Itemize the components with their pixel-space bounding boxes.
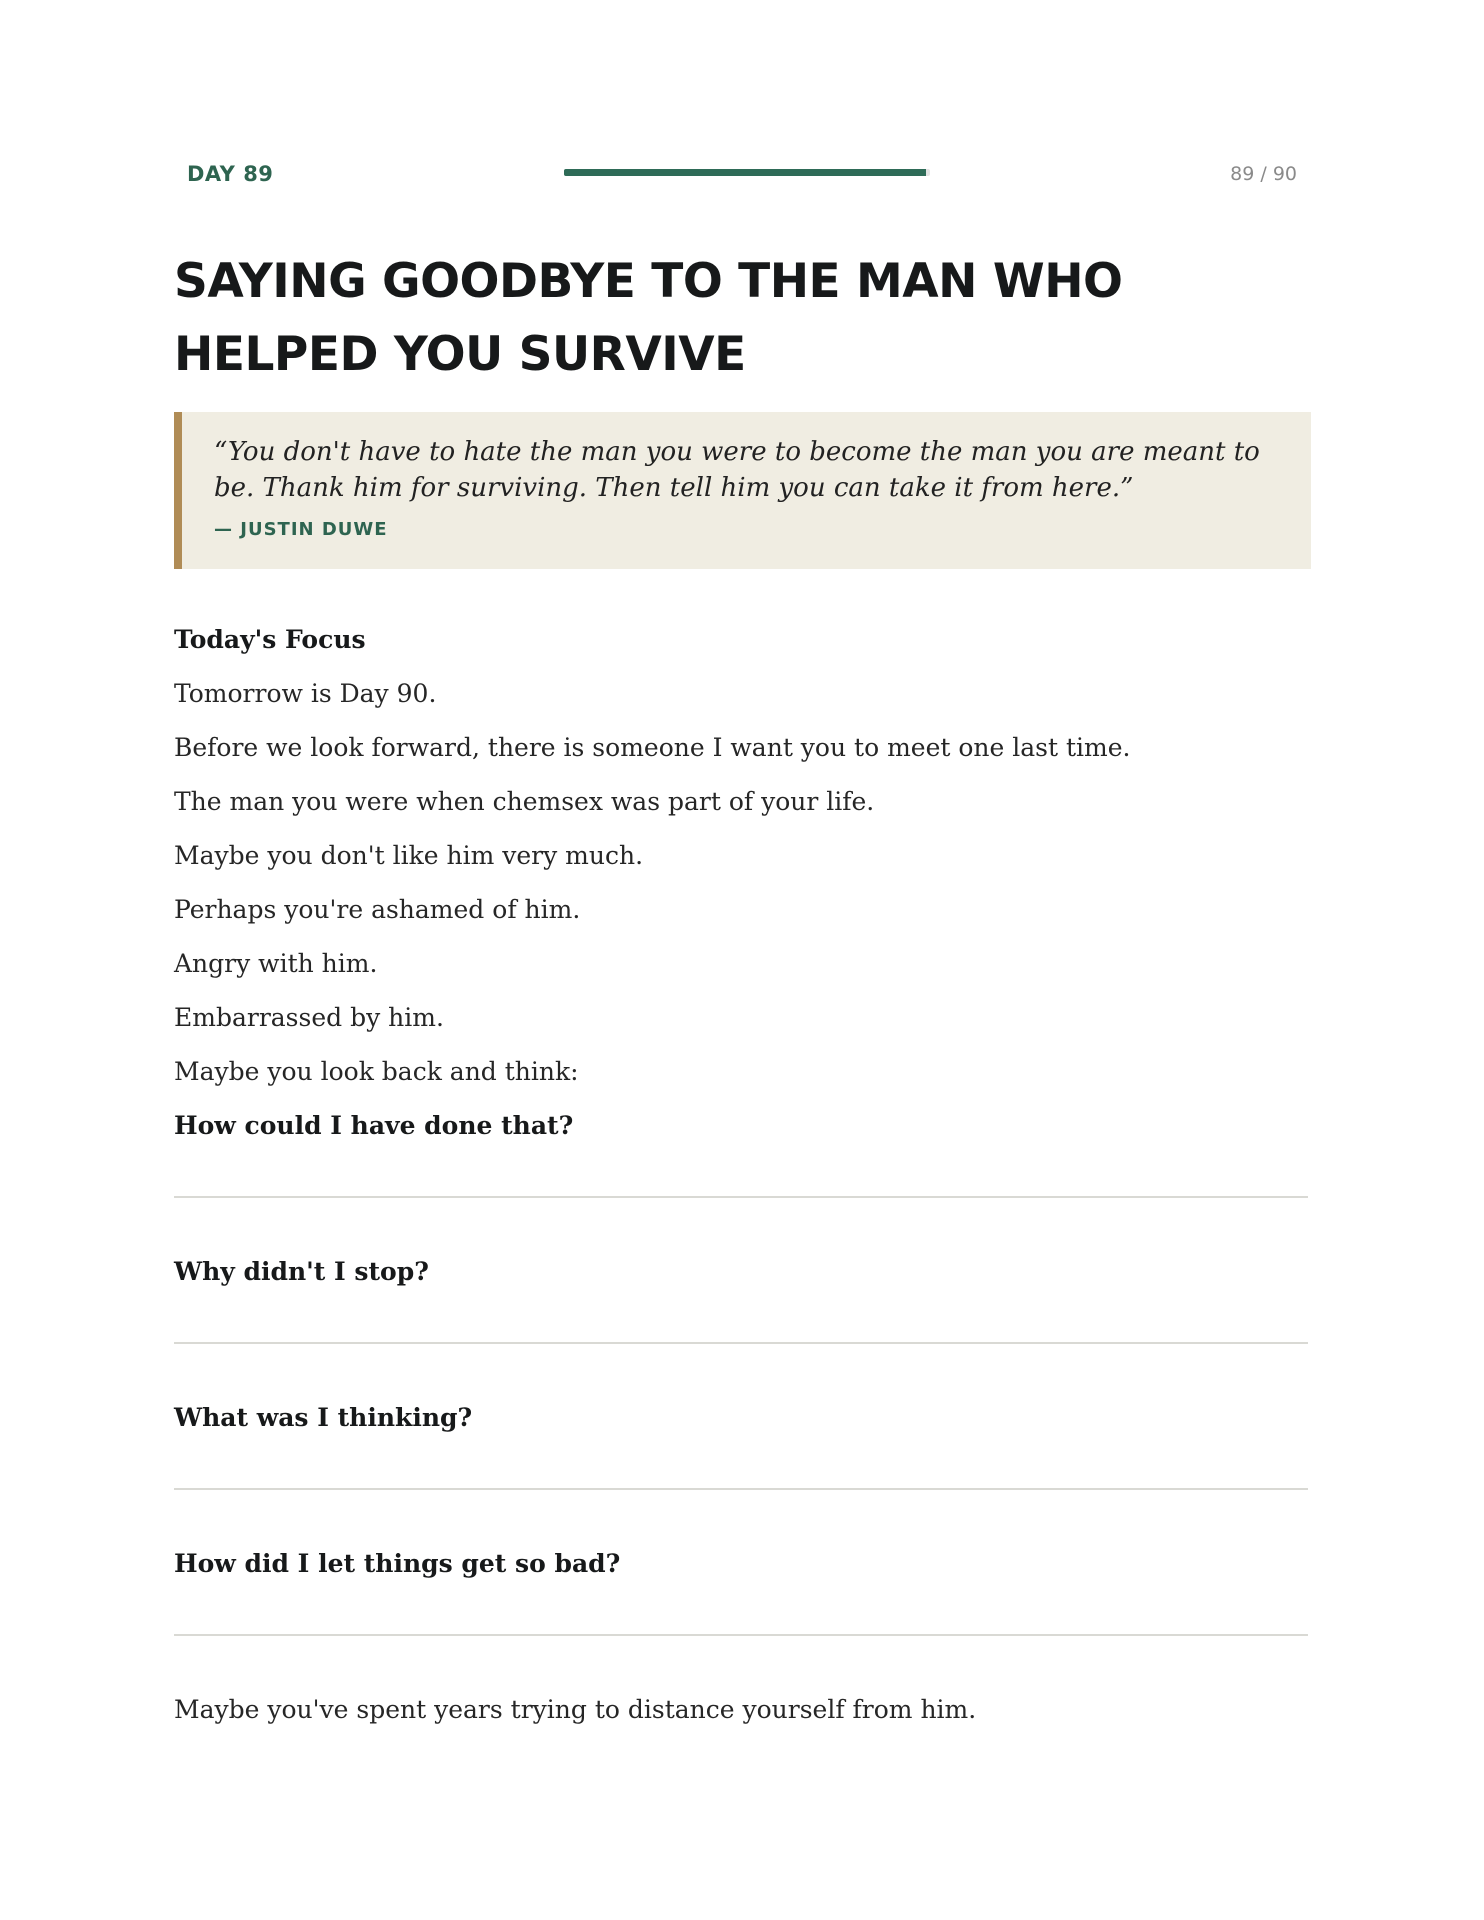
focus-paragraph: The man you were when chemsex was part of your life.: [174, 787, 875, 816]
progress-header: [174, 160, 1310, 190]
focus-paragraph: Tomorrow is Day 90.: [174, 679, 437, 708]
page-title: SAYING GOODBYE TO THE MAN WHO HELPED YOU SURVIVE: [174, 254, 1123, 382]
divider: [174, 1196, 1308, 1198]
quote-block: [174, 412, 1311, 569]
focus-paragraph: Angry with him.: [174, 949, 378, 978]
quote-author: — JUSTIN DUWE: [214, 519, 388, 540]
quote-text: “You don't have to hate the man you were to become the man you are meant to be. Thank him for surviving. Then tell him you can take it from here.”: [214, 437, 1260, 503]
page-count: 89 / 90: [1230, 163, 1297, 185]
focus-heading: Today's Focus: [174, 625, 366, 654]
reflection-question: What was I thinking?: [174, 1403, 473, 1432]
focus-paragraph: Perhaps you're ashamed of him.: [174, 895, 581, 924]
reflection-question: How did I let things get so bad?: [174, 1549, 621, 1578]
divider: [174, 1342, 1308, 1344]
closing-paragraph: Maybe you've spent years trying to distance yourself from him.: [174, 1695, 977, 1724]
divider: [174, 1634, 1308, 1636]
focus-paragraph: Before we look forward, there is someone I want you to meet one last time.: [174, 733, 1131, 762]
focus-bold-line: How could I have done that?: [174, 1111, 574, 1140]
focus-paragraph: Maybe you look back and think:: [174, 1057, 579, 1086]
progress-fill: [564, 169, 926, 176]
reflection-question: Why didn't I stop?: [174, 1257, 429, 1286]
divider: [174, 1488, 1308, 1490]
day-label: DAY 89: [187, 162, 274, 186]
progress-bar: [564, 169, 930, 176]
focus-paragraph: Embarrassed by him.: [174, 1003, 444, 1032]
focus-paragraph: Maybe you don't like him very much.: [174, 841, 644, 870]
